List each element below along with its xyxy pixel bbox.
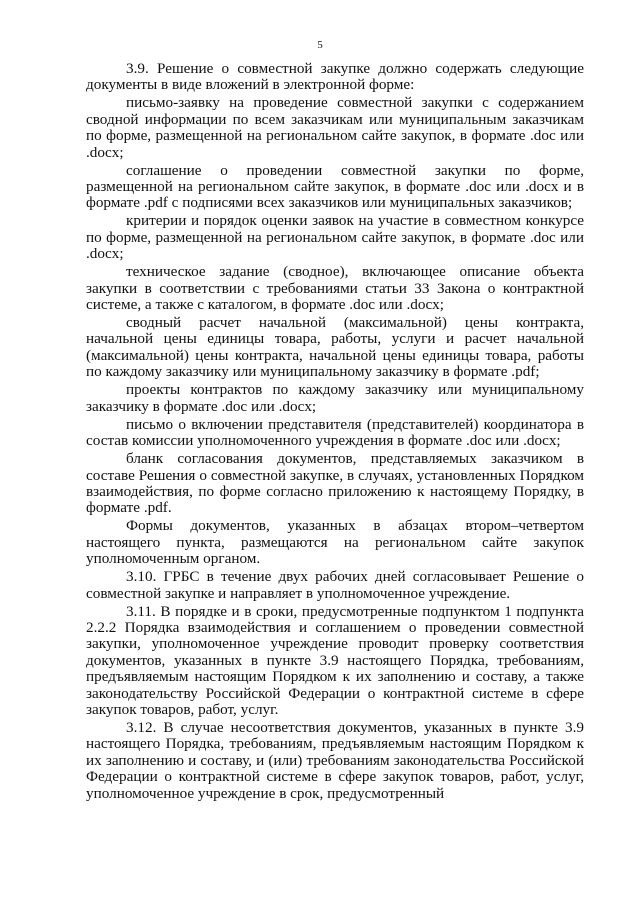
document-body xyxy=(86,61,584,804)
paragraph-letter-request: письмо-заявку на проведение совместной закупки с содержанием сводной информации по всем заказчикам или муниципальным заказчикам по форме, размещенной на региональном сайте закупок, в формате .doc или .docx; xyxy=(86,94,584,161)
page-number: 5 xyxy=(317,39,323,51)
paragraph-3-10: 3.10. ГРБС в течение двух рабочих дней согласовывает Решение о совместной закупке и направляет в уполномоченное учреждение. xyxy=(86,568,584,602)
paragraph-contract-drafts: проекты контрактов по каждому заказчику или муниципальному заказчику в формате .doc или .docx; xyxy=(86,381,584,415)
paragraph-price-calculation: сводный расчет начальной (максимальной) цены контракта, начальной цены единицы товара, работы, услуги и расчет начальной (максимальной) цены контракта, начальной цены единицы товара, работы по каждому заказчику или муниципальному заказчику в формате .pdf; xyxy=(86,314,584,381)
paragraph-document-forms: Формы документов, указанных в абзацах втором–четвертом настоящего пункта, размещаются на региональном сайте закупок уполномоченным органом. xyxy=(86,517,584,568)
paragraph-3-9: 3.9. Решение о совместной закупке должно содержать следующие документы в виде вложений в электронной форме: xyxy=(86,60,584,94)
paragraph-3-12: 3.12. В случае несоответствия документов, указанных в пункте 3.9 настоящего Порядка, требованиям, предъявляемым настоящим Порядком к их заполнению и составу, и (или) требованиям законодательства Российской Федерации о контрактной системе в сфере закупок товаров, работ, услуг, уполномоченное учреждение в срок, предусмотренный xyxy=(86,718,584,802)
paragraph-approval-form: бланк согласования документов, представляемых заказчиком в составе Решения о совместной закупке, в случаях, установленных Порядком взаимодействия, по форме согласно приложению к настоящему Порядку, в формате .pdf. xyxy=(86,450,584,517)
paragraph-representative-letter: письмо о включении представителя (представителей) координатора в состав комиссии уполномоченного учреждения в формате .doc или .docx; xyxy=(86,415,584,450)
paragraph-agreement: соглашение о проведении совместной закупки по форме, размещенной на региональном сайте закупок, в формате .doc или .docx и в формате .pdf с подписями всех заказчиков или муниципальных заказчиков; xyxy=(86,161,584,212)
paragraph-3-11: 3.11. В порядке и в сроки, предусмотренные подпунктом 1 подпункта 2.2.2 Порядка взаимодействия и соглашением о проведении совместной закупки, уполномоченное учреждение проводит проверку соответствия документов, указанных в пункте 3.9 настоящего Порядка, требованиям, предъявляемым настоящим Порядком к их заполнению и составу, а также законодательству Российской Федерации о контрактной системе в сфере закупок товаров, работ, услуг. xyxy=(86,602,584,718)
paragraph-criteria: критерии и порядок оценки заявок на участие в совместном конкурсе по форме, размещенной на региональном сайте закупок, в формате .doc или .docx; xyxy=(86,212,584,263)
paragraph-technical-task: техническое задание (сводное), включающее описание объекта закупки в соответствии с требованиями статьи 33 Закона о контрактной системе, а также с каталогом, в формате .doc или .docx; xyxy=(86,263,584,314)
